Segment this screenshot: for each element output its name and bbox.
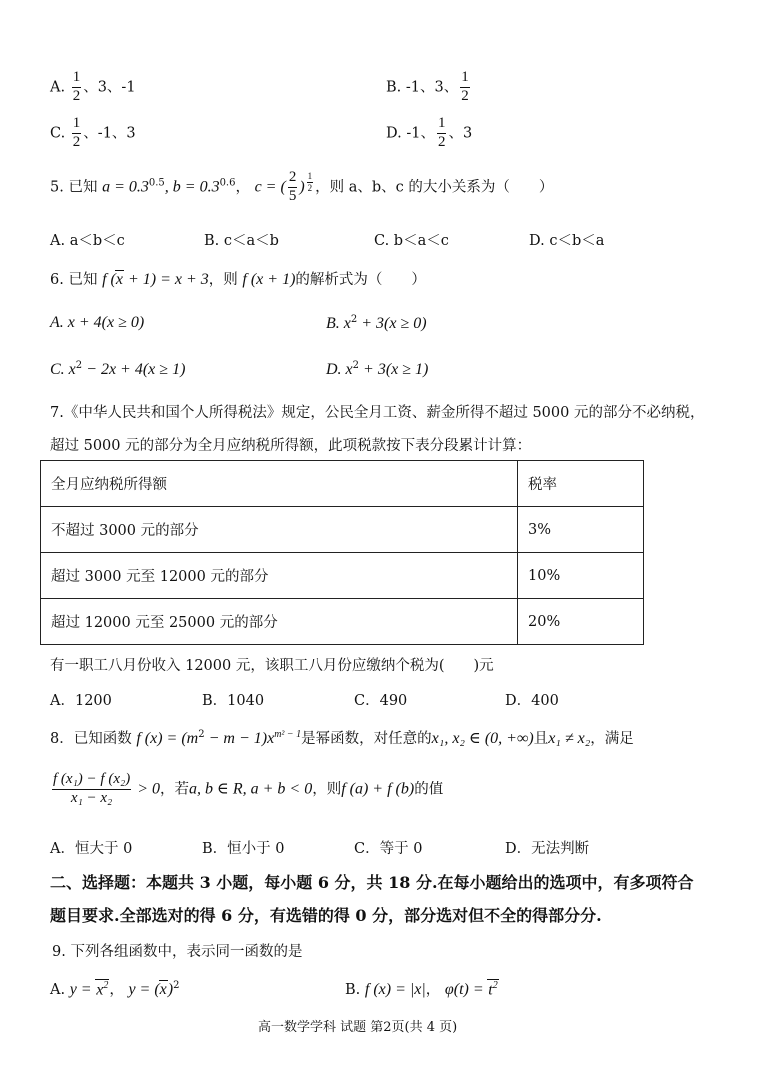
fraction: $\frac{1}{2}$	[461, 69, 469, 104]
q8-option-b: B．恒小于 0	[202, 841, 285, 857]
q5-option-d: D. c＜b＜a	[529, 233, 605, 249]
q8-option-c: C．等于 0	[354, 841, 423, 857]
table-header: 全月应纳税所得额	[41, 461, 518, 507]
table-cell: 超过 3000 元至 12000 元的部分	[41, 553, 518, 599]
q6-option-d: D. $x^2 + 3(x \ge 1)$	[326, 360, 429, 378]
q8-option-d: D．无法判断	[505, 841, 590, 857]
tax-rate-table	[40, 460, 644, 645]
table-row	[41, 599, 644, 645]
fraction: $\frac{\text{f (x₁) − f (x₂)}}{\text{x₁ − x₂}}$	[53, 771, 131, 806]
table-cell: 20%	[518, 599, 644, 645]
table-cell: 3%	[518, 507, 644, 553]
q7-line1: 7.《中华人民共和国个人所得税法》规定，公民全月工资、薪金所得不超过 5000 元的部分不必纳税，	[50, 405, 705, 421]
q5-stem: 5. 已知 $a = 0.3^{0.5}$, $b = 0.3^{0.6}$， c = ( $\frac{2}{5}$ ) $^{\frac{1}{2}}$ ，则 a、b、c 的大小关系为（ ）	[50, 169, 554, 204]
q5-option-a: A. a＜b＜c	[50, 233, 125, 249]
q7-line2: 超过 5000 元的部分为全月应纳税所得额，此项税款按下表分段累计计算：	[50, 438, 532, 454]
q7-option-c: C．490	[354, 693, 408, 709]
q8-line1: 8．已知函数 f $(x) = (m^2 - m - 1)x^{m^2 - 1}$是幂函数，对任意的x₁, x₂ ∈ (0, +∞)且x₁ ≠ x₂，满足	[50, 729, 634, 747]
table-cell: 10%	[518, 553, 644, 599]
q4-option-c: C. $\frac{1}{2}$ 、-1、3	[50, 115, 136, 150]
q7-option-a: A．1200	[50, 693, 112, 709]
q6-stem: 6. 已知 f (x + 1) = x + 3，则 f (x + 1)的解析式为（ ）	[50, 271, 426, 288]
fraction: $\frac{1}{2}$	[72, 69, 81, 104]
page-footer: 高一数学学科 试题 第2页(共 4 页)	[258, 1020, 458, 1035]
q7-option-b: B．1040	[202, 693, 265, 709]
table-header: 税率	[518, 461, 644, 507]
q9-option-b: B. f (x) = |x|， $\varphi(t) = t^2$	[345, 979, 498, 998]
q4-option-a: A. $\frac{1}{2}$ 、3、-1	[50, 69, 136, 104]
square-root: $x^2$	[96, 979, 109, 998]
square-root: x	[115, 271, 123, 288]
q6-option-a: A. x + 4(x ≥ 0)	[50, 314, 145, 331]
fraction: $\frac{1}{2}$	[72, 115, 81, 150]
q6-option-b: B. $x^2 + 3(x \ge 0)$	[326, 314, 427, 332]
q5-option-b: B. c＜a＜b	[204, 233, 279, 249]
table-header-row	[41, 461, 644, 507]
table-row	[41, 553, 644, 599]
q7-option-d: D．400	[505, 693, 559, 709]
section-two-heading-line2: 题目要求.全部选对的得 6 分，有选错的得 0 分，部分选对但不全的得部分分.	[50, 906, 602, 925]
fraction: $\frac{2}{5}$	[288, 169, 297, 204]
q9-option-a: A. $y = x^2$， $y = (x)^2$	[50, 979, 180, 998]
q8-line2: $\frac{\text{f (x₁) − f (x₂)}}{\text{x₁ − x₂}}$ > 0，若a, b ∈ R, a + b < 0，则f (a) + f (b)的值	[53, 771, 444, 806]
table-cell: 超过 12000 元至 25000 元的部分	[41, 599, 518, 645]
square-root: x	[159, 981, 167, 998]
q4-option-b: B. -1、3、 $\frac{1}{2}$	[386, 69, 469, 104]
table-row	[41, 507, 644, 553]
square-root: $t^2$	[488, 979, 498, 998]
q8-option-a: A．恒大于 0	[50, 841, 133, 857]
q9-stem: 9. 下列各组函数中，表示同一函数的是	[52, 944, 303, 960]
table-cell: 不超过 3000 元的部分	[41, 507, 518, 553]
q5-option-c: C. b＜a＜c	[374, 233, 449, 249]
q6-option-c: C. $x^2 - 2x + 4(x \ge 1)$	[50, 360, 186, 378]
fraction: $\frac{1}{2}$	[437, 115, 446, 150]
section-two-heading-line1: 二、选择题：本题共 3 小题，每小题 6 分，共 18 分.在每小题给出的选项中，有多项符合	[50, 873, 694, 892]
q7-question: 有一职工八月份收入 12000 元，该职工八月份应缴纳个税为( )元	[50, 658, 494, 674]
q4-option-d: D. -1、 $\frac{1}{2}$ 、3	[386, 115, 473, 150]
